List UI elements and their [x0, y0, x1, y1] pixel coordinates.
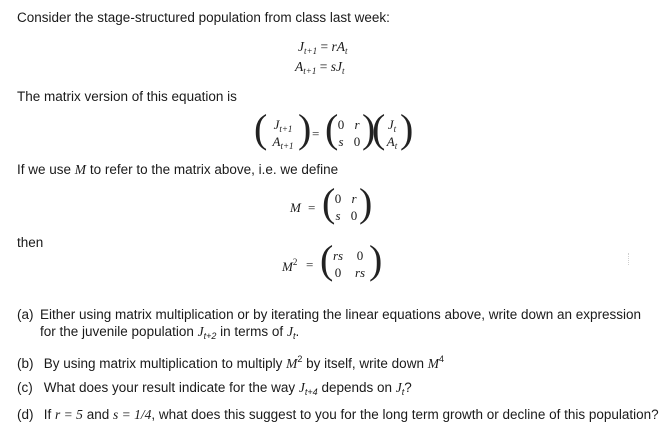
question-b: (b) By using matrix multiplication to multiply $M^2$ by itself, write down $M^4$ [17, 354, 444, 371]
equation-adult: $A_{t+1} = sJ_t$ [295, 59, 345, 76]
scan-mark [628, 253, 631, 265]
define-text: If we use M to refer to the matrix above, i.e. we define [17, 162, 339, 177]
matrix-equation [254, 106, 414, 153]
matrix-cell: rs [332, 248, 344, 263]
question-d: (d) If r = 5 and s = 1/4, what does this suggest to you for the long term growth or decline of this population? [17, 407, 659, 422]
matrix-cell: r [351, 191, 357, 206]
left-paren: ( [372, 106, 386, 151]
matrix-cell: rs [354, 265, 366, 280]
question-a: (a) Either using matrix multiplication or by iterating the linear equations above, write down an expression for the juvenile population $J_{t+2}$ in terms of $J_t$. [17, 307, 642, 341]
right-paren: ) [298, 106, 312, 151]
m-definition: M = ( 0 r s 0 ) [290, 180, 373, 225]
vector-left-bottom: $A_{t+1}$ [272, 134, 294, 151]
right-paren: ) [362, 106, 376, 151]
matrix-cell: 0 [337, 117, 345, 132]
m-squared-definition: $M^2$ = ( rs 0 0 rs ) [282, 237, 383, 282]
equation-juvenile: $J_{t+1} = rA_t$ [298, 39, 348, 56]
matrix-cell: r [354, 117, 360, 132]
left-paren: ( [325, 106, 339, 151]
matrix-cell: 0 [334, 191, 342, 206]
right-paren: ) [400, 106, 414, 151]
matrix-cell: s [338, 134, 344, 149]
matrix-cell: 0 [334, 265, 342, 280]
matrix-cell: 0 [356, 248, 364, 263]
matrix-intro-text: The matrix version of this equation is [17, 89, 237, 104]
left-paren: ( [254, 106, 268, 151]
matrix-cell: s [335, 208, 341, 223]
vector-left-top: $J_{t+1}$ [273, 117, 293, 134]
intro-text: Consider the stage-structured population from class last week: [17, 10, 390, 25]
matrix-cell: 0 [353, 134, 361, 149]
matrix-cell: 0 [350, 208, 358, 223]
then-label: then [17, 235, 44, 250]
question-c: (c) What does your result indicate for the way $J_{t+4}$ depends on $J_t$? [17, 380, 412, 397]
vector-right-top: $J_t$ [387, 117, 397, 134]
equals-sign: = [312, 126, 320, 141]
vector-right-bottom: $A_t$ [386, 134, 398, 151]
